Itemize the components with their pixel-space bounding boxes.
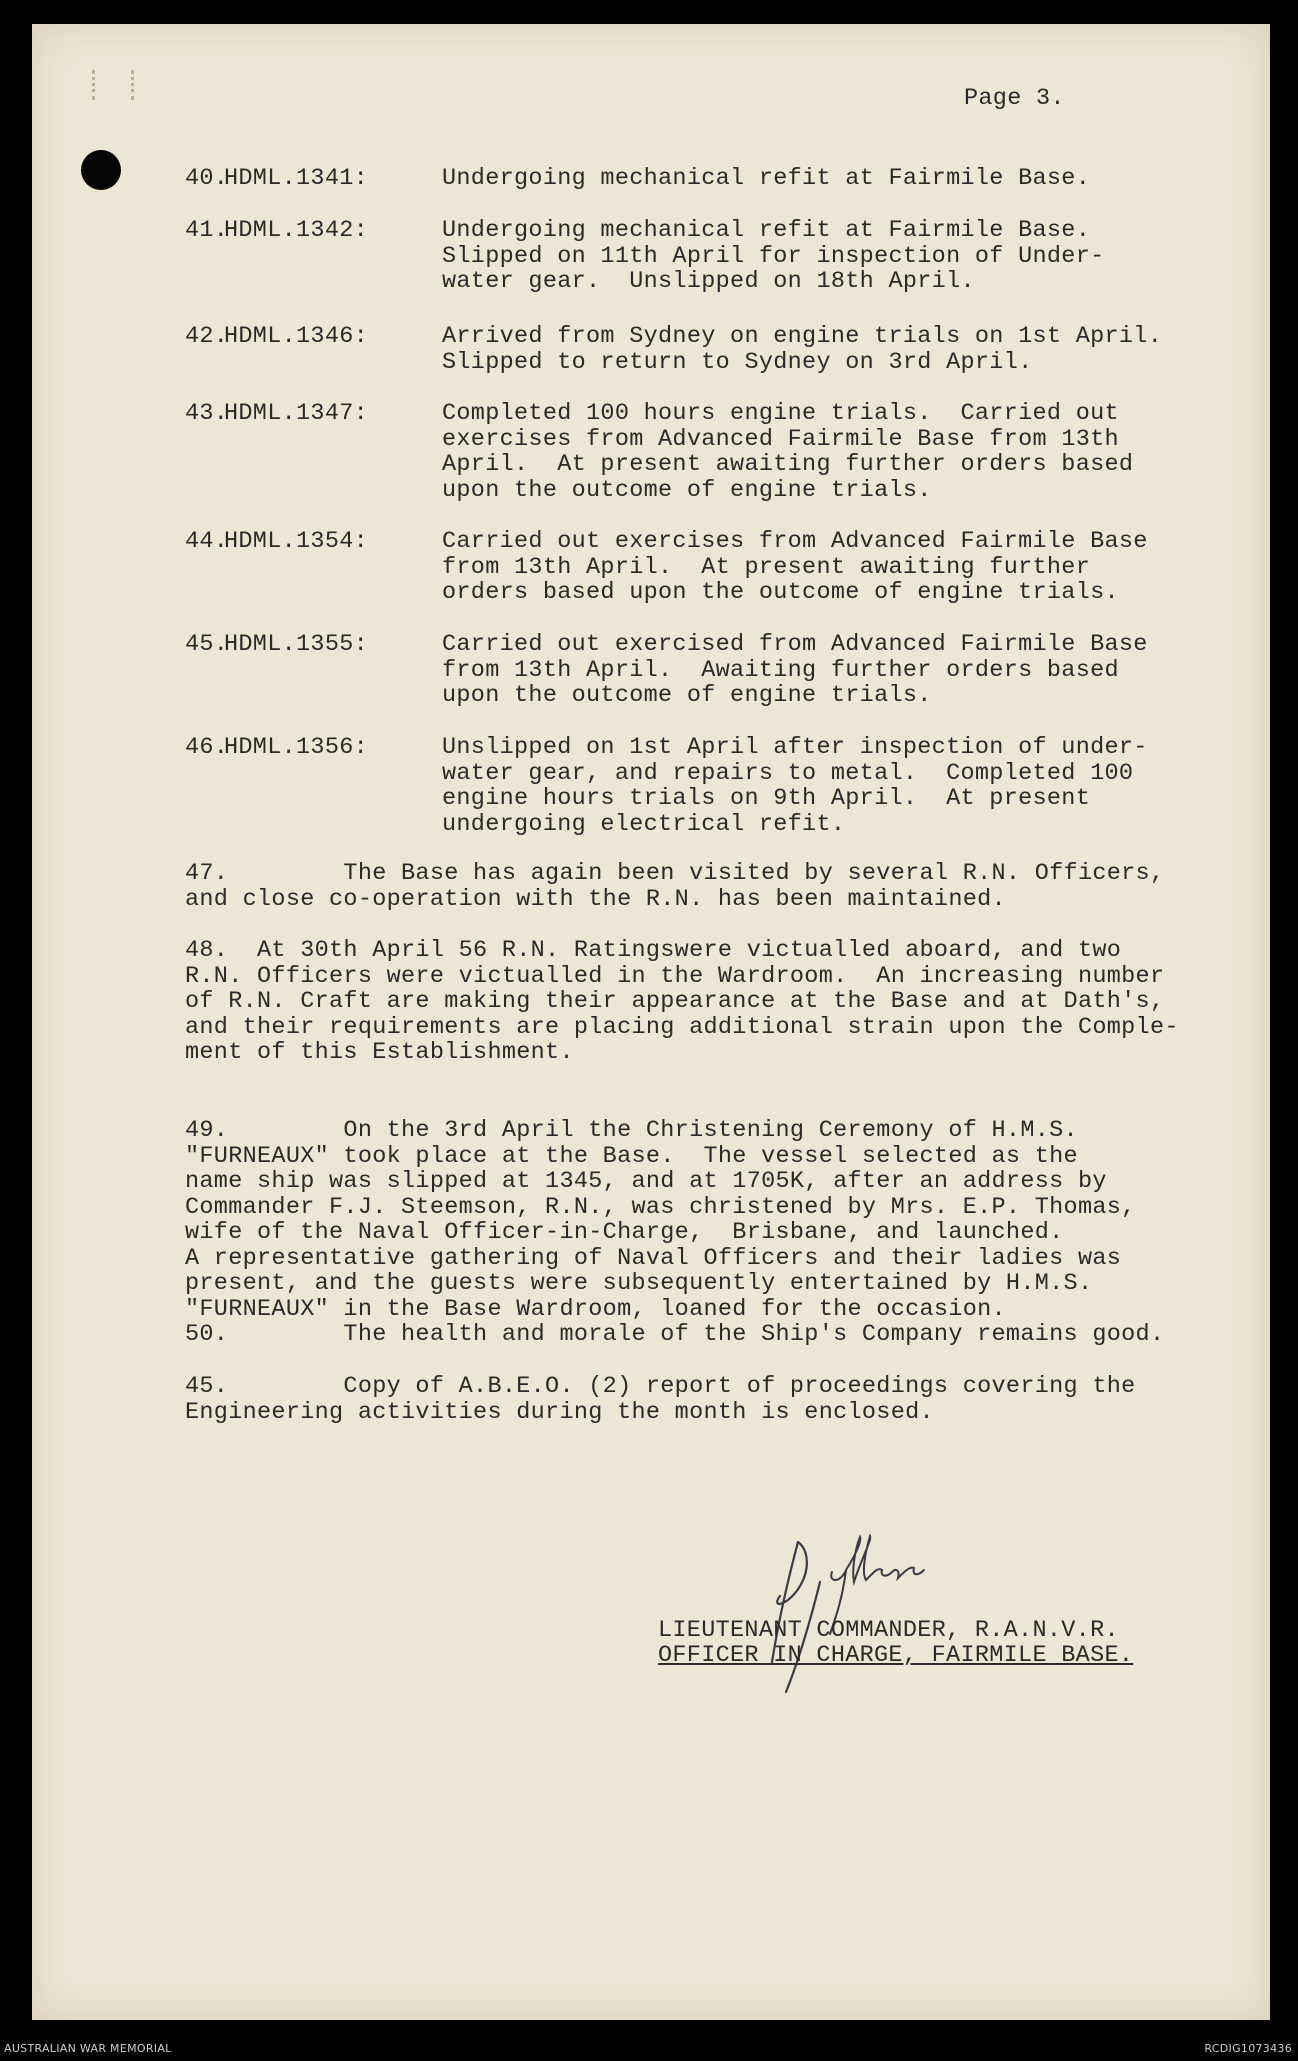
item-description-line: engine hours trials on 9th April. At present	[442, 785, 1091, 812]
paragraph-line: Commander F.J. Steemson, R.N., was christened by Mrs. E.P. Thomas,	[185, 1193, 1136, 1221]
footer-source: AUSTRALIAN WAR MEMORIAL	[4, 2042, 172, 2055]
paragraph-line: 45. Copy of A.B.E.O. (2) report of proceedings covering the	[185, 1373, 1136, 1400]
paragraph-line: of R.N. Craft are making their appearance at the Base and at Dath's,	[185, 988, 1165, 1015]
item-description-line: Completed 100 hours engine trials. Carried out	[442, 400, 1119, 427]
signature-title: LIEUTENANT COMMANDER, R.A.N.V.R.	[658, 1617, 1119, 1644]
item-description-line: water gear. Unslipped on 18th April.	[442, 268, 975, 295]
item-number: 44.	[185, 528, 229, 555]
craft-name: HDML.1355:	[224, 631, 369, 658]
item-number: 42.	[185, 323, 229, 350]
item-description-line: Slipped to return to Sydney on 3rd April.	[442, 348, 1033, 376]
paragraph-line: wife of the Naval Officer-in-Charge, Brisbane, and launched.	[185, 1219, 1064, 1246]
craft-name: HDML.1342:	[224, 217, 369, 244]
item-description-line: Arrived from Sydney on engine trials on 1st April.	[442, 323, 1163, 350]
staple-marks	[92, 70, 134, 100]
paragraph-line: 47. The Base has again been visited by several R.N. Officers,	[185, 860, 1165, 887]
item-description-line: upon the outcome of engine trials.	[442, 682, 932, 709]
page-number: Page 3.	[964, 85, 1065, 112]
item-number: 45.	[185, 631, 229, 658]
item-description-line: exercises from Advanced Fairmile Base from 13th	[442, 425, 1119, 453]
item-description-line: Carried out exercised from Advanced Fairmile Base	[442, 631, 1148, 658]
paragraph-line: and their requirements are placing additional strain upon the Comple-	[185, 1013, 1179, 1041]
handwritten-signature	[750, 1512, 980, 1702]
paragraph-line: 48. At 30th April 56 R.N. Ratingswere victualled aboard, and two	[185, 937, 1122, 964]
craft-name: HDML.1356:	[224, 734, 369, 761]
paragraph-line: Engineering activities during the month is enclosed.	[185, 1398, 934, 1426]
paragraph-line: 50. The health and morale of the Ship's Company remains good.	[185, 1321, 1165, 1348]
item-description-line: Undergoing mechanical refit at Fairmile Base.	[442, 165, 1091, 192]
item-description-line: April. At present awaiting further orders based	[442, 451, 1134, 478]
item-description-line: from 13th April. At present awaiting further	[442, 553, 1091, 581]
item-description-line: Unslipped on 1st April after inspection of under-	[442, 734, 1148, 761]
item-description-line: Undergoing mechanical refit at Fairmile Base.	[442, 217, 1091, 244]
footer-reference: RCDIG1073436	[1204, 2042, 1292, 2055]
item-description-line: orders based upon the outcome of engine trials.	[442, 579, 1119, 606]
item-number: 40.	[185, 165, 229, 192]
paragraph-line: name ship was slipped at 1345, and at 1705K, after an address by	[185, 1168, 1107, 1195]
craft-name: HDML.1341:	[224, 165, 369, 192]
craft-name: HDML.1354:	[224, 528, 369, 555]
item-description-line: upon the outcome of engine trials.	[442, 476, 932, 504]
punch-hole	[81, 150, 121, 190]
item-number: 41.	[185, 217, 229, 244]
paragraph-line: and close co-operation with the R.N. has been maintained.	[185, 885, 1006, 913]
paragraph-line: "FURNEAUX" took place at the Base. The vessel selected as the	[185, 1142, 1078, 1170]
paragraph-line: present, and the guests were subsequently entertained by H.M.S.	[185, 1270, 1093, 1297]
item-number: 43.	[185, 400, 229, 427]
item-description-line: water gear, and repairs to metal. Completed 100	[442, 759, 1134, 787]
item-description-line: undergoing electrical refit.	[442, 810, 846, 838]
paragraph-line: ment of this Establishment.	[185, 1039, 574, 1066]
craft-name: HDML.1346:	[224, 323, 369, 350]
item-number: 46.	[185, 734, 229, 761]
paragraph-line: A representative gathering of Naval Officers and their ladies was	[185, 1244, 1122, 1272]
item-description-line: Slipped on 11th April for inspection of Under-	[442, 242, 1105, 270]
paragraph-line: R.N. Officers were victualled in the Wardroom. An increasing number	[185, 962, 1165, 990]
craft-name: HDML.1347:	[224, 400, 369, 427]
signature-position: OFFICER IN CHARGE, FAIRMILE BASE.	[658, 1642, 1134, 1669]
paragraph-line: "FURNEAUX" in the Base Wardroom, loaned for the occasion.	[185, 1295, 1006, 1323]
paragraph-line: 49. On the 3rd April the Christening Ceremony of H.M.S.	[185, 1117, 1078, 1144]
item-description-line: from 13th April. Awaiting further orders based	[442, 656, 1119, 684]
item-description-line: Carried out exercises from Advanced Fairmile Base	[442, 528, 1148, 555]
